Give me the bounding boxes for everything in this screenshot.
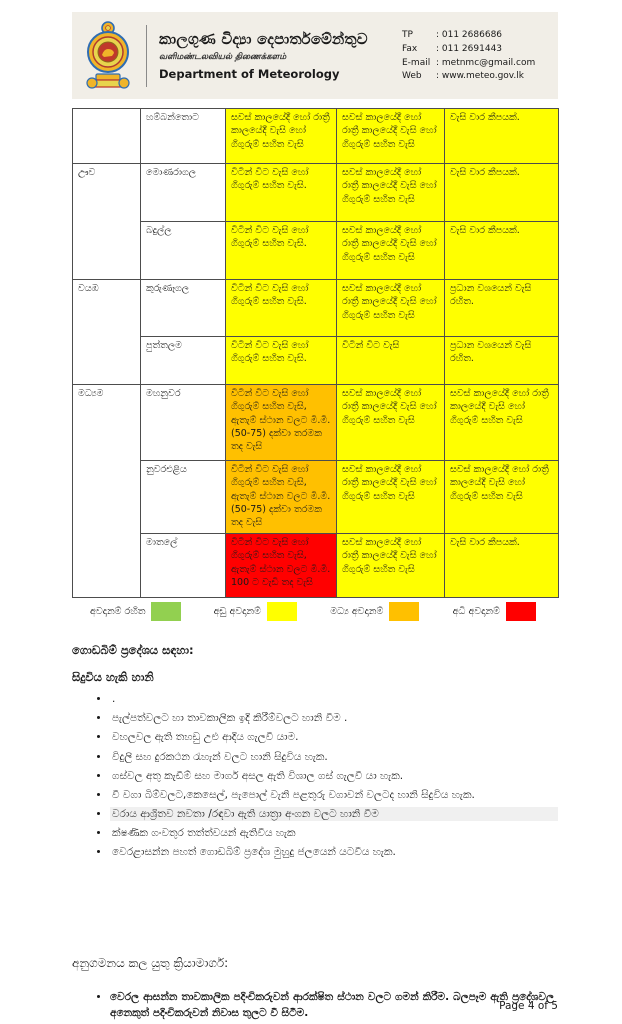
risk-legend bbox=[72, 602, 558, 621]
forecast-cell: ප්‍රධාන වශයෙන් වැසි රහිත. bbox=[445, 337, 559, 385]
legend-label: මධ්‍ය අවදානම් bbox=[330, 606, 384, 617]
possible-damage-list bbox=[110, 692, 558, 860]
emblem-icon bbox=[82, 20, 134, 92]
forecast-table-row bbox=[73, 222, 559, 280]
forecast-cell: සවස් කාලයේදී හෝ රාත්‍රී කාලයේදී වැසි හෝ ගිගුරුම් සහිත වැසි bbox=[337, 461, 445, 534]
forecast-cell: සවස් කාලයේදී හෝ රාත්‍රී කාලයේදී වැසි හෝ ගිගුරුම් සහිත වැසි bbox=[445, 461, 559, 534]
forecast-table-row bbox=[73, 280, 559, 337]
possible-damage-heading: සිදුවිය හැකි හානි bbox=[72, 670, 154, 684]
legend-item bbox=[315, 602, 435, 621]
forecast-cell: විටින් විට වැසි හෝ ගිගුරුම් සහිත වැසි, ඇතැම් ස්ථාන වලට මි.මී. (50-75) දක්වා තරමක තද වැසි bbox=[226, 385, 337, 461]
forecast-cell: සවස් කාලයේදී හෝ රාත්‍රී කාලයේදී වැසි හෝ ගිගුරුම් සහිත වැසි bbox=[337, 534, 445, 598]
contact-row bbox=[402, 43, 550, 57]
forecast-cell: සවස් කාලයේදී හෝ රාත්‍රී කාලයේදී වැසි හෝ ගිගුරුම් සහිත වැසි bbox=[337, 222, 445, 280]
district-cell: පුත්තලම bbox=[141, 337, 226, 385]
forecast-cell: සවස් කාලයේදී හෝ රාත්‍රී කාලයේදී වැසි හෝ ගිගුරුම් සහිත වැසි bbox=[337, 280, 445, 337]
letterhead bbox=[72, 12, 558, 99]
land-areas-heading: ගොඩබිම් ප්‍රදේශය සඳහා: bbox=[72, 643, 194, 657]
damage-list-item: • වරාය ආශ්‍රිතව නවතා /රඳවා ඇති යාත්‍රා අංගන වලට හානි වීම bbox=[110, 807, 558, 821]
forecast-table-row bbox=[73, 109, 559, 164]
legend-item bbox=[76, 602, 196, 621]
forecast-cell: විටින් විට වැසි හෝ ගිගුරුම් සහිත වැසි. bbox=[226, 280, 337, 337]
sri-lanka-emblem-logo bbox=[82, 20, 134, 92]
forecast-cell: සවස් කාලයේදී හෝ රාත්‍රී කාලයේදී වැසි හෝ ගිගුරුම් සහිත වැසි bbox=[337, 109, 445, 164]
forecast-table-body bbox=[73, 109, 559, 598]
forecast-cell: විටින් විට වැසි හෝ ගිගුරුම් සහිත වැසි, ඇතැම් ස්ථාන වලට මි.මී. (50-75) දක්වා තරමක තද වැසි bbox=[226, 461, 337, 534]
contact-label: Fax bbox=[402, 43, 418, 54]
forecast-cell: ප්‍රධාන වශයෙන් වැසි රහිත. bbox=[445, 280, 559, 337]
forecast-table-row bbox=[73, 534, 559, 598]
forecast-cell: විටින් විට වැසි හෝ ගිගුරුම් සහිත වැසි. bbox=[226, 337, 337, 385]
legend-label: අවදානම් රහිත bbox=[90, 606, 146, 617]
forecast-table-row bbox=[73, 164, 559, 222]
legend-swatch bbox=[389, 602, 419, 621]
forecast-cell: විටින් විට වැසි හෝ ගිගුරුම් සහිත වැසි. bbox=[226, 164, 337, 222]
forecast-cell: සවස් කාලයේදී හෝ රාත්‍රී කාලයේදී වැසි හෝ ගිගුරුම් සහිත වැසි bbox=[337, 164, 445, 222]
damage-list-item: • පැල්පත්වලට හා තාවකාලික ඉදි කිරීම්වලට හානි වීම . bbox=[110, 711, 558, 725]
recommended-actions-list bbox=[110, 989, 558, 1023]
action-list-item: • වෙරල ආසන්න තාවකාලික පදිංචිකරුවන් ආරක්ෂිත ස්ථාන වලට ගමන් කිරීම. බලපෑම ඇති ප්‍රදේශවල අනෙකුත් පදිංචිකරුවන් නිවාස තුලට වී සිටීම. bbox=[110, 989, 558, 1023]
legend-swatch bbox=[506, 602, 536, 621]
forecast-cell: සවස් කාලයේදී හෝ රාත්‍රී කාලයේදී වැසි හෝ ගිගුරුම් සහිත වැසි bbox=[337, 385, 445, 461]
department-title-tamil: வளிமண்டலவியல் திணைக்களம் bbox=[159, 51, 287, 62]
province-cell: මධ්‍යම bbox=[73, 385, 141, 598]
forecast-cell: සවස් කාලයේදී හෝ රාත්‍රී කාලයේදී වැසි හෝ ගිගුරුම් සහිත වැසි bbox=[226, 109, 337, 164]
damage-list-item: • ක්ෂණික ගංවතුර තත්ත්වයන් ඇතිවීය හැක bbox=[110, 826, 558, 840]
recommended-actions-heading: අනුගමනය කල යුතු ක්‍රියාමාර්ග: bbox=[72, 955, 229, 970]
forecast-table-row bbox=[73, 385, 559, 461]
forecast-table-row bbox=[73, 337, 559, 385]
contact-label: E-mail bbox=[402, 57, 431, 68]
contact-value: : metnmc@gmail.com bbox=[436, 57, 536, 68]
contact-row bbox=[402, 29, 550, 43]
forecast-cell: වැසි වාර කීපයක්. bbox=[445, 222, 559, 280]
damage-list-item: • විදුලි සහ දුරකථන රැහැන් වලට හානි සිදුවිය හැක. bbox=[110, 750, 558, 764]
district-cell: කුරුණෑගල bbox=[141, 280, 226, 337]
damage-list-item: • වී වගා බිම්වලට,කෙසෙල්, පැපොල් වැනි පළතුරු වගාවන් වලටද හානි සිදුවිය හැක. bbox=[110, 788, 558, 802]
page-number: Page 4 of 5 bbox=[499, 1000, 558, 1012]
department-title-sinhala: කාලගුණ විද්‍යා දෙපාර්තමේන්තුව bbox=[159, 30, 368, 49]
legend-swatch bbox=[151, 602, 181, 621]
province-cell: ඌව bbox=[73, 164, 141, 280]
forecast-cell: විටින් විට වැසි හෝ ගිගුරුම් සහිත වැසි. bbox=[226, 222, 337, 280]
legend-item bbox=[435, 602, 555, 621]
contact-value: : www.meteo.gov.lk bbox=[436, 71, 525, 82]
department-title-english: Department of Meteorology bbox=[159, 66, 340, 81]
district-cell: මහනුවර bbox=[141, 385, 226, 461]
damage-list-item: • වෙරළාසන්න පහත් ගොඩබිම් ප්‍රදේශ මුහුදු ජලයෙන් යටවීය හැක. bbox=[110, 845, 558, 859]
district-cell: නුවරඑළිය bbox=[141, 461, 226, 534]
forecast-cell: වැසි වාර කීපයක්. bbox=[445, 534, 559, 598]
contact-info bbox=[402, 27, 550, 85]
forecast-cell: විටින් විට වැසි හෝ ගිගුරුම් සහිත වැසි, ඇතැම් ස්ථාන වලට මි.මී. 100 ට වැඩි තද වැසි bbox=[226, 534, 337, 598]
forecast-cell: සවස් කාලයේදී හෝ රාත්‍රී කාලයේදී වැසි හෝ ගිගුරුම් සහිත වැසි bbox=[445, 385, 559, 461]
district-cell: මාතලේ bbox=[141, 534, 226, 598]
contact-value: : 011 2686686 bbox=[436, 29, 503, 40]
district-cell: මොණරාගල bbox=[141, 164, 226, 222]
contact-value: : 011 2691443 bbox=[436, 43, 503, 54]
forecast-table-row bbox=[73, 461, 559, 534]
header-divider bbox=[146, 25, 147, 87]
damage-list-item: • ගස්වල අතු කැඩීම් සහ මාර්ග අසල ඇති විශාල ගස් ගැලවී යා හැක. bbox=[110, 769, 558, 783]
province-cell bbox=[73, 109, 141, 164]
district-forecast-table bbox=[72, 108, 559, 598]
legend-label: අධි අවදානම් bbox=[452, 606, 500, 617]
damage-list-item: • . bbox=[110, 692, 558, 706]
forecast-cell: විටින් විට වැසි bbox=[337, 337, 445, 385]
contact-label: Web bbox=[402, 71, 422, 82]
forecast-cell: වැසි වාර කීපයක්. bbox=[445, 164, 559, 222]
district-cell: හම්බන්තොට bbox=[141, 109, 226, 164]
contact-row bbox=[402, 57, 550, 71]
legend-swatch bbox=[267, 602, 297, 621]
legend-label: අඩු අවදානම් bbox=[213, 606, 261, 617]
district-cell: බදුල්ල bbox=[141, 222, 226, 280]
province-cell: වයඹ bbox=[73, 280, 141, 385]
contact-label: TP bbox=[402, 29, 413, 40]
damage-list-item: • වහලවල ඇති තහඩු උළු ආදිය ගැලවී යාම. bbox=[110, 730, 558, 744]
contact-row bbox=[402, 70, 550, 84]
forecast-cell: වැසි වාර කීපයක්. bbox=[445, 109, 559, 164]
legend-item bbox=[196, 602, 316, 621]
